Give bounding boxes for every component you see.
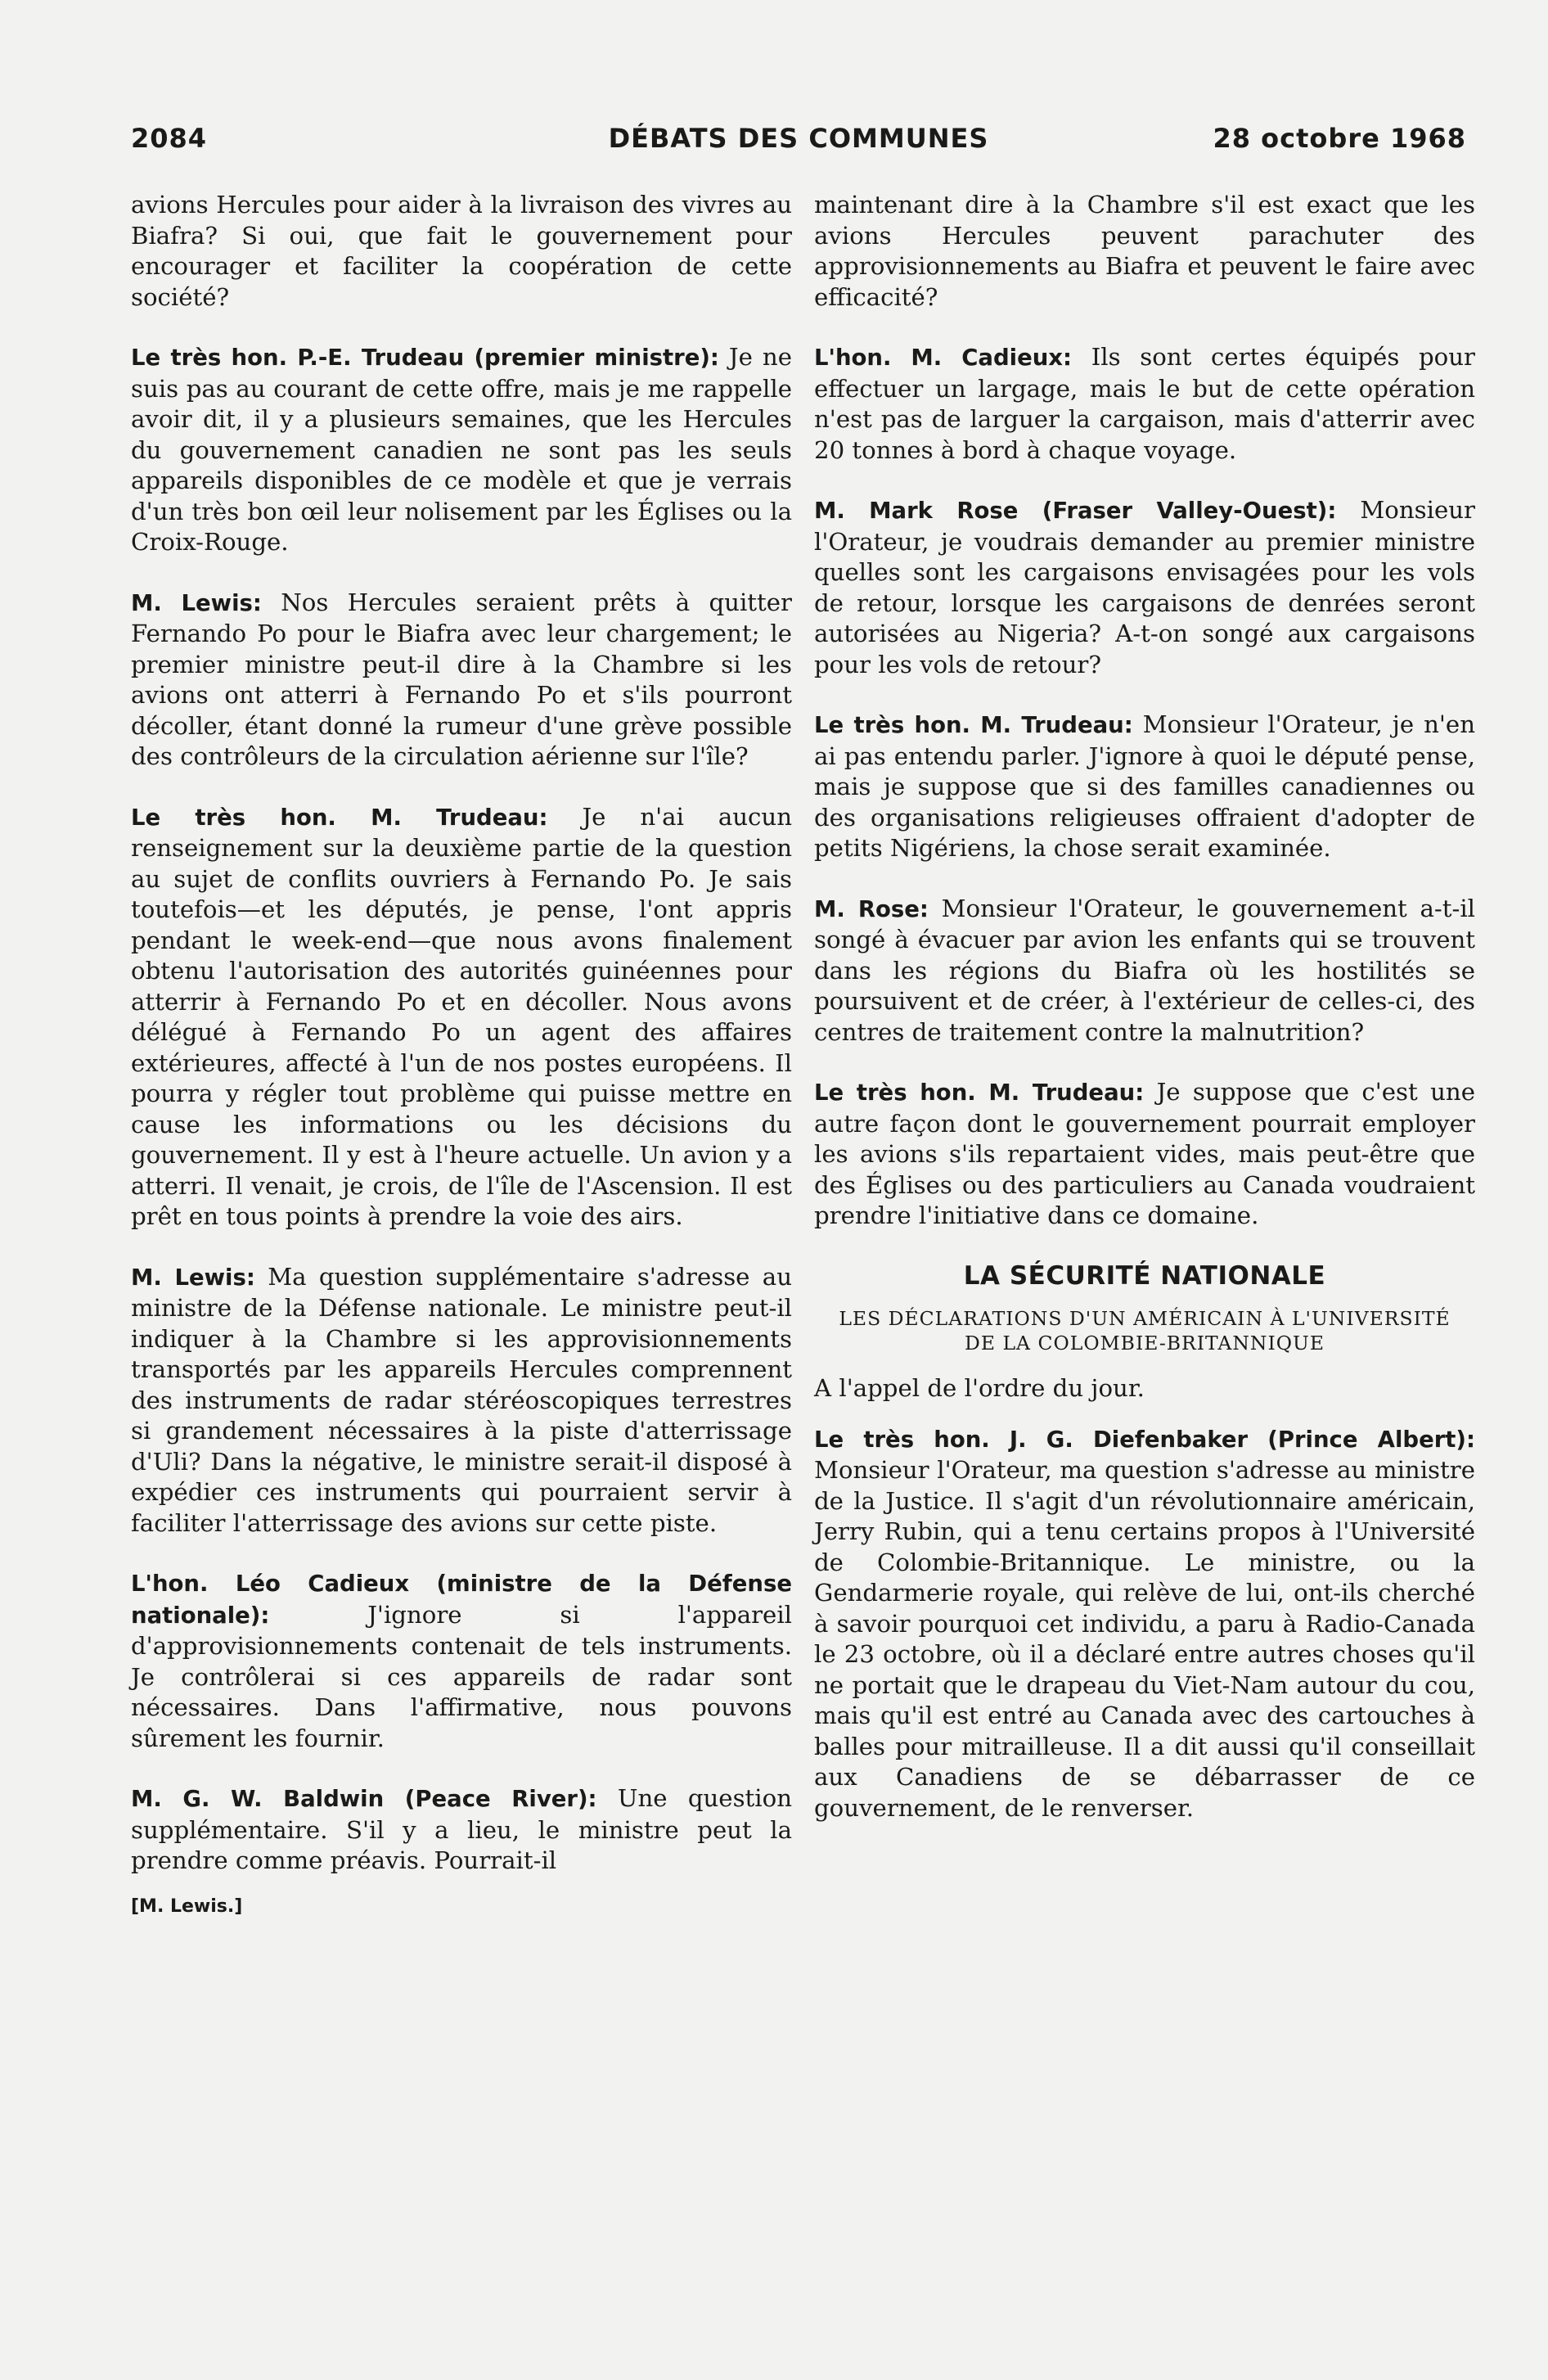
left-column	[131, 190, 792, 1922]
speech-text: Monsieur l'Orateur, le gouvernement a-t-il songé à évacuer par avion les enfants qui se trouvent dans les régions du Biafra où les hostilités se poursuivent et de créer, à l'extérieur de celles-ci, des centres de traitement contre la malnutrition?	[814, 894, 1475, 1046]
speech-paragraph	[814, 495, 1475, 680]
speech-text: Ils sont certes équipés pour effectuer un largage, mais le but de cette opération n'est pas de larguer la cargaison, mais d'atterrir avec 20 tonnes à bord à chaque voyage.	[814, 343, 1475, 464]
speech-text: Je suppose que c'est une autre façon dont le gouvernement pourrait employer les avions s'ils repartaient vides, mais peut-être que des Églises ou des particuliers au Canada voudraient prendre l'initiative dans ce domaine.	[814, 1078, 1475, 1229]
speech-paragraph	[814, 342, 1475, 466]
speech-text: Monsieur l'Orateur, je voudrais demander au premier ministre quelles sont les cargaisons envisagées pour les vols de retour, lorsque les cargaisons de denrées seront autorisées au Nigeria? A-t-on songé aux cargaisons pour les vols de retour?	[814, 496, 1475, 678]
speaker-name: Le très hon. M. Trudeau:	[814, 1080, 1145, 1106]
speaker-name: M. Lewis:	[131, 1264, 255, 1291]
section-title: LA SÉCURITÉ NATIONALE	[963, 1260, 1326, 1291]
speaker-name: Le très hon. M. Trudeau:	[814, 712, 1133, 738]
section-subtitle: LES DÉCLARATIONS D'UN AMÉRICAIN À L'UNIVERSITÉ DE LA COLOMBIE-BRITANNIQUE	[839, 1307, 1451, 1355]
speech-text: Ma question supplémentaire s'adresse au ministre de la Défense nationale. Le ministre peut-il indiquer à la Chambre si les approvisionnements transportés par les appareils Hercules comprennent des instruments de radar stéréoscopiques terrestres si grandement nécessaires à la piste d'atterrissage d'Uli? Dans la négative, le ministre serait-il disposé à expédier ces instruments qui pourraient servir à faciliter l'atterrissage des avions sur cette piste.	[131, 1262, 792, 1537]
speech-text: Une question supplémentaire. S'il y a lieu, le ministre peut la prendre comme préavis. Pourrait-il	[131, 1784, 792, 1874]
right-column	[814, 190, 1475, 1853]
speech-text: Monsieur l'Orateur, ma question s'adresse au ministre de la Justice. Il s'agit d'un révolutionnaire américain, Jerry Rubin, qui a tenu certains propos à l'Université de Colombie-Britannique. Le ministre, ou la Gendarmerie royale, qui relève de lui, ont-ils cherché à savoir pourquoi cet individu, a paru à Radio-Canada le 23 octobre, où il a déclaré entre autres choses qu'il ne portait que le drapeau du Viet-Nam autour du cou, mais qu'il est entré au Canada avec des cartouches à balles pour mitrailleuse. Il a dit aussi qu'il conseillait aux Canadiens de se débarrasser de ce gouvernement, de le renverser.	[814, 1456, 1475, 1822]
speech-paragraph	[131, 588, 792, 773]
page-header	[131, 123, 1466, 172]
speech-paragraph	[131, 1568, 792, 1754]
speech-paragraph	[131, 802, 792, 1233]
speech-text: Nos Hercules seraient prêts à quitter Fernando Po pour le Biafra avec leur chargement; le premier ministre peut-il dire à la Chambre si les avions ont atterri à Fernando Po et s'ils pourront décoller, étant donné la rumeur d'une grève possible des contrôleurs de la circulation aérienne sur l'île?	[131, 588, 792, 770]
speaker-name: Le très hon. P.-E. Trudeau (premier ministre):	[131, 345, 719, 371]
speaker-name: M. Mark Rose (Fraser Valley-Ouest):	[814, 498, 1337, 524]
speaker-name: L'hon. Léo Cadieux (ministre de la Défense nationale):	[131, 1571, 792, 1629]
speech-paragraph	[131, 1262, 792, 1539]
publication-date: 28 octobre 1968	[1213, 123, 1466, 154]
speaker-name: Le très hon. J. G. Diefenbaker (Prince Albert):	[814, 1426, 1475, 1453]
speaker-name: M. Rose:	[814, 895, 929, 922]
speaker-name: M. G. W. Baldwin (Peace River):	[131, 1786, 597, 1812]
page-number: 2084	[131, 123, 208, 154]
order-of-day-note: A l'appel de l'ordre du jour.	[814, 1374, 1145, 1402]
speech-paragraph	[814, 894, 1475, 1048]
publication-title: DÉBATS DES COMMUNES	[608, 123, 989, 154]
speaker-name: L'hon. M. Cadieux:	[814, 345, 1073, 371]
continued-paragraph: maintenant dire à la Chambre s'il est exact que les avions Hercules peuvent parachuter des approvisionnements au Biafra et peuvent le faire avec efficacité?	[814, 191, 1475, 311]
speech-text: Monsieur l'Orateur, je n'en ai pas entendu parler. J'ignore à quoi le député pense, mais je suppose que si des familles canadiennes ou des organisations religieuses offraient d'adopter de petits Nigériens, la chose serait examinée.	[814, 710, 1475, 862]
speech-text: J'ignore si l'appareil d'approvisionnements contenait de tels instruments. Je contrôlerai si ces appareils de radar sont nécessaires. Dans l'affirmative, nous pouvons sûrement les fournir.	[131, 1600, 792, 1752]
speech-text: Je ne suis pas au courant de cette offre, mais je me rappelle avoir dit, il y a plusieurs semaines, que les Hercules du gouvernement canadien ne sont pas les seuls appareils disponibles de ce modèle et que je verrais d'un très bon œil leur nolisement par les Églises ou la Croix-Rouge.	[131, 343, 792, 556]
speech-paragraph	[814, 1424, 1475, 1824]
speaker-name: Le très hon. M. Trudeau:	[131, 804, 548, 831]
speech-paragraph	[814, 710, 1475, 864]
speech-paragraph	[131, 1783, 792, 1877]
speaker-name: M. Lewis:	[131, 589, 262, 616]
continued-paragraph: avions Hercules pour aider à la livraison des vivres au Biafra? Si oui, que fait le gouvernement pour encourager et faciliter la coopération de cette société?	[131, 191, 792, 311]
speech-text: Je n'ai aucun renseignement sur la deuxième partie de la question au sujet de conflits ouvriers à Fernando Po. Je sais toutefois—et les députés, je pense, l'ont appris pendant le week-end—que nous avons finalement obtenu l'autorisation des autorités guinéennes pour atterrir à Fernando Po et en décoller. Nous avons délégué à Fernando Po un agent des affaires extérieures, affecté à l'un de nos postes européens. Il pourra y régler tout problème qui puisse mettre en cause les informations ou les décisions du gouvernement. Il y est à l'heure actuelle. Un avion y a atterri. Il venait, je crois, de l'île de l'Ascension. Il est prêt en tous points à prendre la voie des airs.	[131, 802, 792, 1230]
speech-paragraph	[131, 342, 792, 558]
speech-paragraph	[814, 1077, 1475, 1232]
speaker-reference: [M. Lewis.]	[131, 1895, 243, 1917]
